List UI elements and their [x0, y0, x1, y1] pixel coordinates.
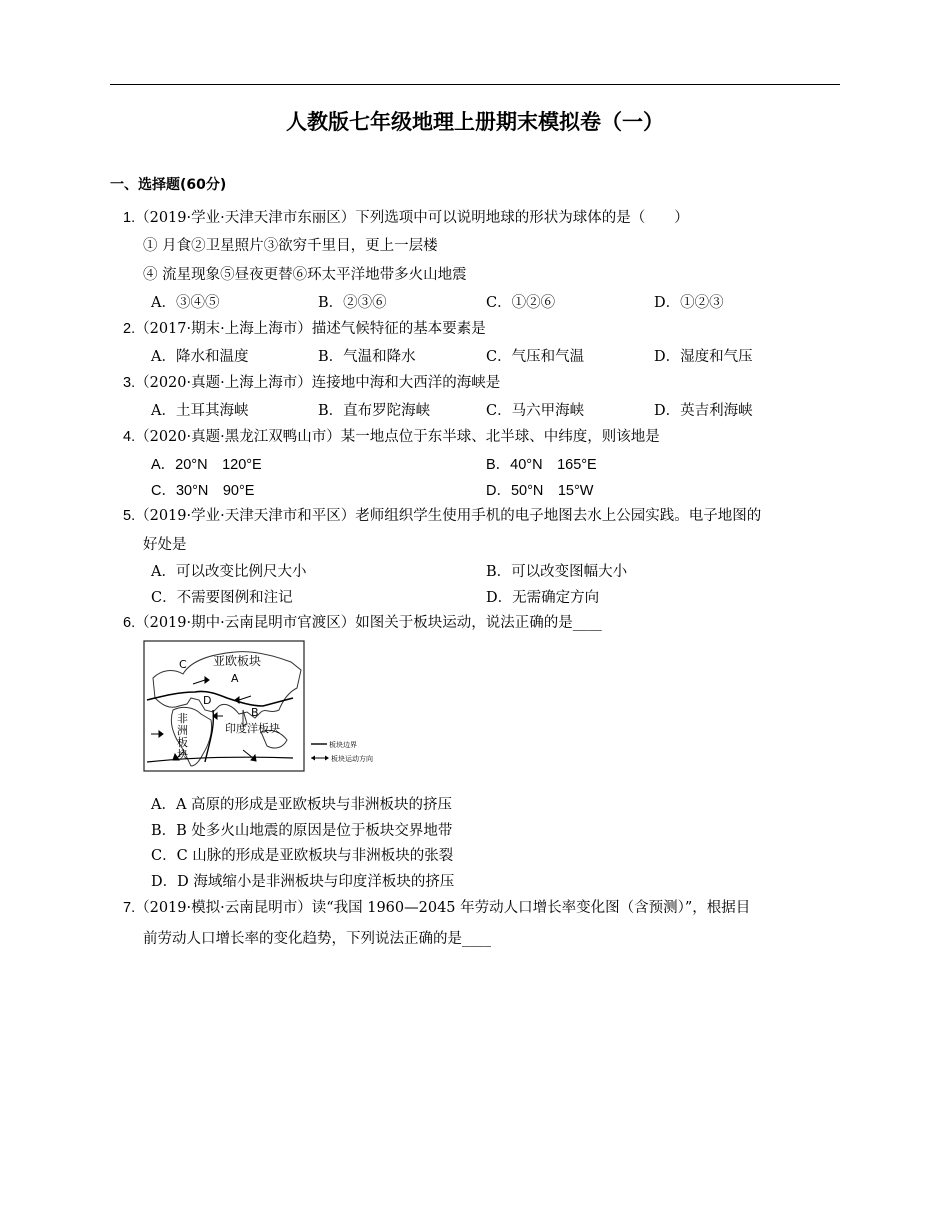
point-d-label: D: [203, 694, 212, 707]
question-number: 7.: [123, 900, 136, 916]
question-3: [123, 374, 500, 392]
question-number: 2.: [123, 321, 136, 337]
option-a[interactable]: A．可以改变比例尺大小: [151, 564, 307, 580]
africa-plate-label-3: 板: [177, 736, 188, 749]
point-b-label: B: [251, 706, 259, 719]
question-stem: （2019·模拟·云南昆明市）读“我国 1960—2045 年劳动人口增长率变化图（含预测）”，根据目: [135, 900, 751, 916]
legend-boundary-text: 板块边界: [329, 741, 357, 749]
option-c[interactable]: C．30°N 90°E: [151, 483, 255, 499]
question-stem: （2019·学业·天津天津市东丽区）下列选项中可以说明地球的形状为球体的是（ ）: [135, 210, 689, 226]
top-rule: [110, 84, 840, 85]
question-number: 1.: [123, 210, 136, 226]
africa-plate-label-4: 块: [177, 748, 188, 761]
page-title: 人教版七年级地理上册期末模拟卷（一）: [286, 110, 664, 134]
question-1-line-2: ① 月食②卫星照片③欲穷千里目，更上一层楼: [143, 238, 438, 254]
plate-map-figure: [143, 640, 373, 774]
option-a[interactable]: A．20°N 120°E: [151, 457, 262, 473]
question-number: 5.: [123, 508, 136, 524]
option-b[interactable]: B．气温和降水: [318, 349, 416, 365]
plate-map-illustration: [143, 640, 373, 774]
legend-arrow-icon: [311, 756, 329, 761]
option-c[interactable]: C．马六甲海峡: [486, 403, 585, 419]
option-c[interactable]: C．①②⑥: [486, 295, 556, 311]
section-heading: 一、选择题(60分): [110, 177, 227, 193]
option-d[interactable]: D．英吉利海峡: [654, 403, 753, 419]
question-number: 3.: [123, 375, 136, 391]
question-6: [123, 614, 602, 632]
option-a[interactable]: A．③④⑤: [151, 295, 220, 311]
question-1-line-3: ④ 流星现象⑤昼夜更替⑥环太平洋地带多火山地震: [143, 267, 467, 283]
option-d[interactable]: D．①②③: [654, 295, 724, 311]
question-7: [123, 899, 750, 917]
africa-plate-label-1: 非: [177, 712, 188, 725]
question-5-line-2: 好处是: [143, 537, 187, 553]
point-a-label: A: [231, 672, 239, 685]
question-number: 6.: [123, 615, 136, 631]
africa-plate-label-2: 洲: [177, 724, 188, 737]
option-c[interactable]: C．C 山脉的形成是亚欧板块与非洲板块的张裂: [151, 848, 454, 864]
question-1: [123, 209, 689, 227]
option-b[interactable]: B．②③⑥: [318, 295, 387, 311]
option-d[interactable]: D．D 海域缩小是非洲板块与印度洋板块的挤压: [151, 874, 455, 890]
question-2: [123, 320, 486, 338]
indian-plate-label: 印度洋板块: [225, 722, 280, 735]
option-d[interactable]: D．50°N 15°W: [486, 483, 594, 499]
question-7-line-2: 前劳动人口增长率的变化趋势，下列说法正确的是____: [143, 931, 491, 947]
question-stem: （2017·期末·上海上海市）描述气候特征的基本要素是: [135, 321, 486, 337]
question-stem: （2020·真题·上海上海市）连接地中海和大西洋的海峡是: [135, 375, 501, 391]
legend-direction-text: 板块运动方向: [331, 755, 373, 763]
option-c[interactable]: C．不需要图例和注记: [151, 590, 293, 606]
question-number: 4.: [123, 429, 136, 445]
question-stem: （2020·真题·黑龙江双鸭山市）某一地点位于东半球、北半球、中纬度，则该地是: [135, 429, 660, 445]
option-d[interactable]: D．湿度和气压: [654, 349, 753, 365]
option-a[interactable]: A．A 高原的形成是亚欧板块与非洲板块的挤压: [151, 797, 453, 813]
option-b[interactable]: B．B 处多火山地震的原因是位于板块交界地带: [151, 823, 453, 839]
option-c[interactable]: C．气压和气温: [486, 349, 585, 365]
option-b[interactable]: B．40°N 165°E: [486, 457, 597, 473]
eurasia-plate-label: 亚欧板块: [213, 654, 262, 668]
question-stem: （2019·学业·天津天津市和平区）老师组织学生使用手机的电子地图去水上公园实践。电子地图的: [135, 508, 762, 524]
option-a[interactable]: A．降水和温度: [151, 349, 249, 365]
question-stem: （2019·期中·云南昆明市官渡区）如图关于板块运动，说法正确的是____: [135, 615, 602, 631]
question-5: [123, 507, 761, 525]
option-b[interactable]: B．可以改变图幅大小: [486, 564, 628, 580]
question-4: [123, 428, 660, 446]
point-c-label: C: [179, 658, 187, 671]
option-d[interactable]: D．无需确定方向: [486, 590, 600, 606]
option-a[interactable]: A．土耳其海峡: [151, 403, 249, 419]
option-b[interactable]: B．直布罗陀海峡: [318, 403, 431, 419]
